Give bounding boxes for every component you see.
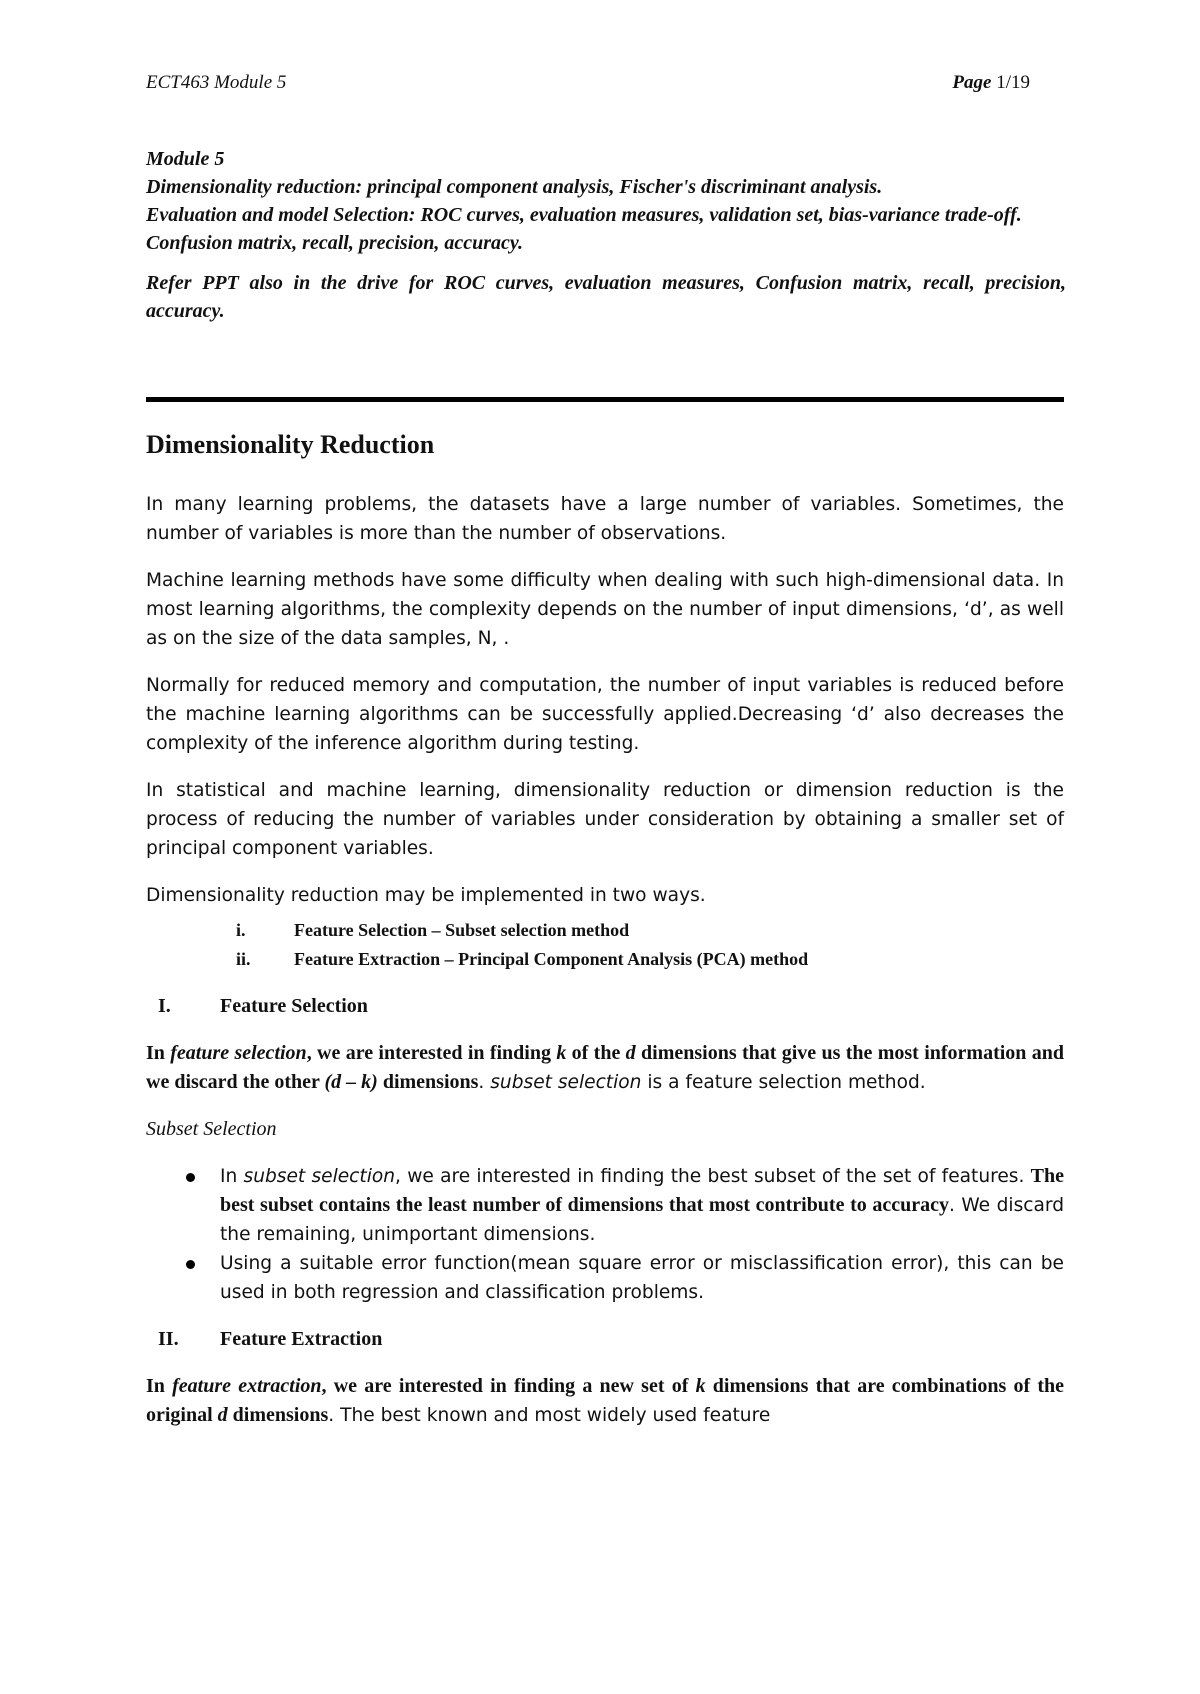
list-number: i. [236, 920, 246, 940]
list-text: Feature Selection – Subset selection method [294, 920, 630, 940]
feature-selection-heading [146, 992, 1064, 1021]
text-span: dimensions that are combinations of the original [146, 1375, 1064, 1426]
body-text [146, 490, 1064, 1448]
text-span: feature extraction [172, 1375, 322, 1397]
text-span: k [695, 1375, 706, 1397]
feature-selection-paragraph [146, 1039, 1064, 1097]
text-span: subset selection [243, 1166, 396, 1187]
page-header [146, 72, 1046, 100]
bullet-icon [186, 1260, 195, 1269]
paragraph: Normally for reduced memory and computation, the number of input variables is reduced before the machine learning algorithms can be successfully applied.Decreasing ‘d’ also decreases the complexity of the inference algorithm during testing. [146, 675, 1064, 754]
list-item [146, 945, 1064, 974]
section-number: II. [158, 1328, 179, 1350]
horizontal-rule [146, 397, 1064, 402]
text-span: , we are interested in finding a new set of [321, 1375, 696, 1397]
paragraph: Dimensionality reduction may be implemented in two ways. [146, 885, 706, 906]
text-span: dimensions that give us the most information and we discard the other [146, 1042, 1064, 1093]
text-span: , we are interested in finding [306, 1042, 557, 1064]
text-span: dimensions [227, 1404, 329, 1426]
text-span: d [217, 1404, 228, 1426]
page-label: Page [952, 72, 992, 93]
text-span: of the [566, 1042, 626, 1064]
paragraph: In statistical and machine learning, dimensionality reduction or dimension reduction is the process of reducing the number of variables under consideration by obtaining a smaller set of principal component variables. [146, 780, 1064, 859]
text-span: In [146, 1375, 173, 1397]
module-title: Module 5 [146, 148, 225, 170]
bullet-icon [186, 1173, 195, 1182]
text-span: Using a suitable error function(mean square error or misclassification error), this can be used in both regression and classification problems. [220, 1253, 1064, 1303]
text-span: The best subset contains the least number of dimensions that most contribute to accuracy [220, 1165, 1064, 1216]
text-span: In [146, 1042, 171, 1064]
text-span: is a feature selection method. [641, 1072, 926, 1093]
list-item [146, 1162, 1064, 1249]
paragraph: Machine learning methods have some difficulty when dealing with such high-dimensional data. In most learning algorithms, the complexity depends on the number of input dimensions, ‘d’, as well as on the size of the data samples, N, . [146, 570, 1064, 649]
feature-extraction-heading [146, 1325, 1064, 1354]
course-code: ECT463 Module 5 [146, 72, 287, 93]
subset-selection-bullets [146, 1162, 1064, 1307]
text-span: . [478, 1072, 491, 1093]
list-text: Feature Extraction – Principal Component Analysis (PCA) method [294, 949, 809, 969]
subset-selection-heading: Subset Selection [146, 1118, 277, 1140]
page-indicator [952, 72, 1030, 94]
refer-note: Refer PPT also in the drive for ROC curves, evaluation measures, Confusion matrix, recall, precision, accuracy. [146, 272, 1066, 322]
section-heading-text: Feature Selection [220, 995, 368, 1017]
section-heading-text: Feature Extraction [220, 1328, 383, 1350]
text-span: dimensions [377, 1071, 479, 1093]
text-span: subset selection [490, 1072, 642, 1093]
feature-extraction-paragraph [146, 1372, 1064, 1430]
text-span: . The best known and most widely used feature [328, 1405, 771, 1426]
paragraph: In many learning problems, the datasets have a large number of variables. Sometimes, the number of variables is more than the number of observations. [146, 494, 1064, 544]
list-number: ii. [236, 949, 251, 969]
list-item [146, 1249, 1064, 1307]
text-span: In [220, 1166, 244, 1187]
section-title: Dimensionality Reduction [146, 430, 435, 459]
page-number: 1/19 [996, 72, 1030, 93]
module-intro [146, 145, 1066, 325]
text-span: , we are interested in finding the best subset of the set of features. [395, 1166, 1031, 1187]
text-span: . We discard the remaining, unimportant dimensions. [220, 1195, 1064, 1245]
text-span: (d – k) [324, 1071, 378, 1093]
section-number: I. [158, 995, 171, 1017]
module-topics-1: Dimensionality reduction: principal component analysis, Fischer's discriminant analysis. [146, 176, 883, 198]
text-span: k [556, 1042, 567, 1064]
text-span: feature selection [170, 1042, 307, 1064]
module-topics-2: Evaluation and model Selection: ROC curves, evaluation measures, validation set, bias-variance trade-off. Confusion matrix, recall, precision, accuracy. [146, 204, 1022, 254]
list-item [146, 916, 1064, 945]
text-span: d [625, 1042, 636, 1064]
methods-list [146, 916, 1064, 974]
